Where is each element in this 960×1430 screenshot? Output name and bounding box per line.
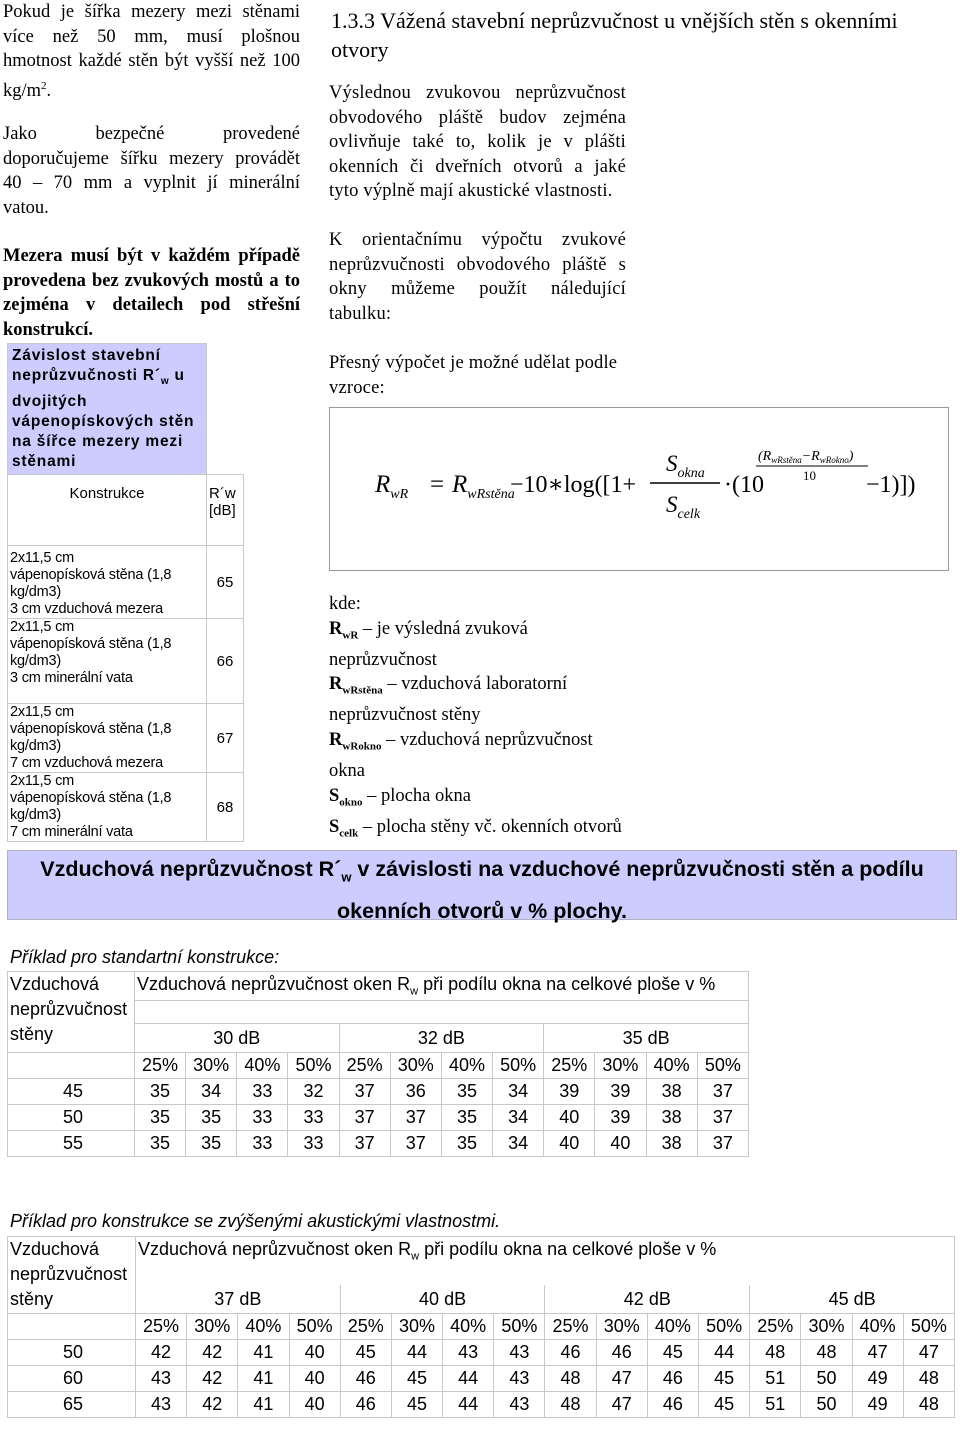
percent-header: 50% [699,1314,750,1340]
table-cell: 35 [441,1105,492,1131]
group-header: 37 dB [135,1285,340,1314]
table-cell: 41 [238,1392,289,1418]
table-cell: 44 [699,1340,750,1366]
percent-header: 30% [390,1053,441,1079]
table-cell: 45 [699,1366,750,1392]
row-label-text: Vzduchová neprůzvučnost stěny [10,974,128,1044]
table-cell: 43 [443,1340,494,1366]
table-cell: 40 [595,1131,646,1157]
table-cell: 47 [903,1340,954,1366]
table-cell: 37 [697,1105,748,1131]
table-cell: 35 [134,1105,185,1131]
table-cell: 46 [647,1392,698,1418]
table-cell: 40 [289,1392,340,1418]
percent-header: 40% [647,1314,698,1340]
period: . [46,80,52,101]
table-row [8,1079,749,1105]
caption-cell: Vzduchová neprůzvučnost oken $R_w$ při podílu okna na celkové ploše v % [135,1237,954,1266]
table-cell: 38 [646,1105,697,1131]
table-cell: 46 [596,1340,647,1366]
table-cell: 45 [391,1366,442,1392]
percent-header: 50% [903,1314,954,1340]
empty-cell [207,344,244,475]
table-cell: 38 [646,1079,697,1105]
table-cell: 49 [852,1392,903,1418]
table-cell: 43 [135,1392,186,1418]
percent-header: 30% [391,1314,442,1340]
construction-line: vápenopísková stěna (1,8 [10,636,172,653]
table-cell: 32 [288,1079,339,1105]
construction-line: kg/dm3) [10,807,61,824]
legend-item: $S_{okno}$ – plocha okna [329,785,471,809]
paragraph-estimate: K orientačnímu výpočtu zvukové neprůzvučnosti obvodového pláště s okny můžeme použít náledující tabulku: [329,230,626,324]
table-cell: 43 [494,1366,545,1392]
empty-cell [8,1314,136,1340]
table-row-construction [8,704,207,773]
construction-line: vápenopísková stěna (1,8 [10,721,172,738]
superscript: 2 [41,79,47,92]
table-cell: 45 [340,1340,391,1366]
table-cell: 48 [801,1340,852,1366]
legend-item: $R_{wR}$ – je výsledná zvuková neprůzvučnost [329,618,528,670]
percent-header: 50% [493,1053,544,1079]
table-cell: 35 [134,1131,185,1157]
formula-rstena: $R_{wRstěna}$ [452,471,515,502]
column-header-rw: R´w [dB] [207,475,244,546]
table-cell: 46 [340,1392,391,1418]
table-cell: 40 [289,1366,340,1392]
table-cell: 48 [545,1366,596,1392]
wall-value: 50 [8,1340,136,1366]
table-cell: 47 [596,1392,647,1418]
legend-item: $R_{wRokno}$ – vzduchová neprůzvučnost okna [329,729,593,782]
table-cell: 37 [339,1079,390,1105]
percent-header: 25% [134,1053,185,1079]
construction-line: 2x11,5 cm [10,773,75,790]
construction-line: kg/dm3) [10,738,61,755]
table-row-construction [8,773,207,842]
formula-lhs: $R_{wR}$ [375,471,409,502]
row-label-text: Vzduchová neprůzvučnost stěny [10,1239,128,1309]
formula-log: −10∗log([1+ [510,472,637,498]
table-cell: 45 [647,1340,698,1366]
table-cell: 39 [544,1079,595,1105]
percent-header: 30% [596,1314,647,1340]
table-cell: 51 [750,1366,801,1392]
table-cell: 41 [238,1366,289,1392]
table-cell: 37 [697,1079,748,1105]
wall-value: 45 [8,1079,135,1105]
group-header: 30 dB [134,1024,339,1053]
group-header: 45 dB [750,1285,955,1314]
legend-item: $R_{wRstěna}$ – vzduchová laboratorní neprůzvučnost stěny [329,674,568,726]
spacer-cell [134,1001,748,1024]
table-cell: 33 [237,1105,288,1131]
table-cell: 33 [288,1105,339,1131]
table-cell: 37 [339,1131,390,1157]
formula-equals: = [430,471,445,498]
wall-value: 65 [8,1392,136,1418]
table1-title: Příklad pro standartní konstrukce: [10,947,280,967]
paragraph-text: Pokud je šířka mezery mezi stěnami více než 50 mm, musí plošnou hmotnost každé stěn být vyšší než 100 kg/m [3,2,300,101]
table-cell: 37 [390,1105,441,1131]
table-cell: 34 [493,1079,544,1105]
table-cell: 43 [494,1392,545,1418]
construction-line: 3 cm minerální vata [10,670,133,687]
table-cell: 39 [595,1079,646,1105]
table-cell: 41 [238,1340,289,1366]
table-cell: 34 [493,1105,544,1131]
table-row-value: 66 [207,619,244,704]
formula-s-celk: $S_{celk}$ [666,492,701,522]
paragraph-facade: Výslednou zvukovou neprůzvučnost obvodového pláště budov zejména ovlivňuje také to, kolik je v plášti okenních či dveřních otvorů a jaké tyto výplně mají akustické vlastnosti. [329,83,626,201]
table-cell: 49 [852,1366,903,1392]
table-cell: 50 [801,1366,852,1392]
percent-header: 30% [595,1053,646,1079]
table-cell: 42 [187,1366,238,1392]
table-cell: 46 [340,1366,391,1392]
table-cell: 35 [441,1079,492,1105]
banner-line-1: Vzduchová neprůzvučnost $R´_w$ v závislosti na vzduchové neprůzvučnosti stěn a podílu [40,857,924,885]
construction-line: 2x11,5 cm [10,550,75,567]
table-title-rest: u dvojitých vápenopískových stěn na šířce mezery mezi stěnami [12,367,195,471]
construction-line: vápenopísková stěna (1,8 [10,790,172,807]
table-cell: 42 [187,1340,238,1366]
table-cell: 42 [187,1392,238,1418]
row-label-header [8,972,135,1053]
formula-exponent-bottom: 10 [803,468,816,483]
table-cell: 35 [186,1131,237,1157]
table-cell: 37 [339,1105,390,1131]
formula-svg [330,408,948,570]
percent-header: 25% [135,1314,186,1340]
table-row-value: 65 [207,546,244,619]
wall-value: 55 [8,1131,135,1157]
section-title: 1.3.3 Vážená stavební neprůzvučnost u vnějších stěn s okenními otvory [331,8,898,62]
paragraph-wall-gap-mass [3,0,300,103]
formula-box [329,407,949,571]
formula-exponent-top: $(R_{wRstěna}-R_{wRokno})$ [758,449,854,465]
spacer-cell [135,1265,954,1285]
table-cell: 34 [186,1079,237,1105]
table-cell: 44 [391,1340,442,1366]
percent-header: 50% [494,1314,545,1340]
table-cell: 36 [390,1079,441,1105]
table-row [8,1340,955,1366]
table-cell: 33 [237,1131,288,1157]
construction-line: 3 cm vzduchová mezera [10,601,163,618]
percent-header: 40% [443,1314,494,1340]
table-row [8,1105,749,1131]
formula-s-okna: $S_{okna}$ [666,451,705,481]
table-cell: 40 [544,1105,595,1131]
paragraph-exact: Přesný výpočet je možné udělat podle vzroce: [329,353,618,398]
table-row-value: 68 [207,773,244,842]
table-row-construction [8,546,207,619]
table-row [8,1392,955,1418]
table-cell: 51 [750,1392,801,1418]
table-cell: 46 [647,1366,698,1392]
table-cell: 35 [134,1079,185,1105]
group-header: 32 dB [339,1024,544,1053]
construction-line: vápenopísková stěna (1,8 [10,567,172,584]
table-cell: 48 [903,1366,954,1392]
table-cell: 47 [852,1340,903,1366]
table-row [8,1366,955,1392]
banner-heading [7,850,957,924]
construction-line: 2x11,5 cm [10,704,75,721]
legend-item: $S_{celk}$ – plocha stěny vč. okenních otvorů [329,816,622,840]
formula-tail: −1)]) [866,472,916,498]
percent-header: 40% [646,1053,697,1079]
construction-line: 7 cm vzduchová mezera [10,755,163,772]
group-header: 40 dB [340,1285,545,1314]
table2-title: Příklad pro konstrukce se zvýšenými akustickými vlastnostmi. [10,1211,501,1231]
percent-header: 30% [187,1314,238,1340]
table-cell: 50 [801,1392,852,1418]
percent-header: 25% [544,1053,595,1079]
paragraph-acoustic-bridges: Mezera musí být v každém případě provedena bez zvukových mostů a to zejména v detailech pod střešní konstrukcí. [3,246,300,340]
table-cell: 45 [391,1392,442,1418]
group-header: 35 dB [544,1024,749,1053]
construction-line: kg/dm3) [10,584,61,601]
table2 [7,1236,955,1418]
percent-header: 30% [186,1053,237,1079]
caption-cell: Vzduchová neprůzvučnost oken $R_w$ při podílu okna na celkové ploše v % [134,972,748,1001]
table-cell: 48 [903,1392,954,1418]
percent-header: 40% [237,1053,288,1079]
table-cell: 40 [289,1340,340,1366]
table-cell: 48 [750,1340,801,1366]
formula-legend [329,592,629,846]
group-header: 42 dB [545,1285,750,1314]
table1 [7,971,749,1157]
table-cell: 48 [545,1392,596,1418]
paragraph-recommendation: Jako bezpečné provedené doporučujeme šířku mezery provádět 40 – 70 mm a vyplnit jí minerální vatou. [3,124,300,218]
row-label-header [8,1237,136,1314]
percent-header: 50% [288,1053,339,1079]
table-cell: 33 [237,1079,288,1105]
table-cell: 37 [390,1131,441,1157]
table-cell: 34 [493,1131,544,1157]
percent-header: 50% [289,1314,340,1340]
table-cell: 33 [288,1131,339,1157]
table-cell: 42 [135,1340,186,1366]
percent-header: 40% [441,1053,492,1079]
construction-line: 2x11,5 cm [10,619,75,636]
legend-kde: kde: [329,594,361,614]
percent-header: 30% [801,1314,852,1340]
wall-value: 60 [8,1366,136,1392]
empty-cell [8,1053,135,1079]
percent-header: 25% [340,1314,391,1340]
formula-mult: ·(10 [724,472,764,498]
table-cell: 44 [443,1392,494,1418]
table-cell: 47 [596,1366,647,1392]
construction-line: 7 cm minerální vata [10,824,133,841]
table-cell: 44 [443,1366,494,1392]
table-title-subscript: w [160,376,170,388]
table-cell: 37 [697,1131,748,1157]
table-row-construction [8,619,207,704]
column-header-construction: Konstrukce [8,475,207,546]
wall-gap-table [7,343,244,842]
table-cell: 35 [441,1131,492,1157]
percent-header: 40% [852,1314,903,1340]
percent-header: 25% [750,1314,801,1340]
table-title: Závislost stavební neprůzvučnosti R´ [12,347,161,384]
table-cell: 40 [544,1131,595,1157]
percent-header: 40% [238,1314,289,1340]
wall-value: 50 [8,1105,135,1131]
table-cell: 45 [699,1392,750,1418]
construction-line: kg/dm3) [10,653,61,670]
percent-header: 25% [339,1053,390,1079]
table-row-value: 67 [207,704,244,773]
percent-header: 25% [545,1314,596,1340]
table-cell: 43 [494,1340,545,1366]
percent-header: 50% [697,1053,748,1079]
table-title-cell [8,344,207,475]
table-cell: 35 [186,1105,237,1131]
table-row [8,1131,749,1157]
table-cell: 38 [646,1131,697,1157]
table-cell: 43 [135,1366,186,1392]
table-cell: 39 [595,1105,646,1131]
table-cell: 46 [545,1340,596,1366]
banner-line-2: okenních otvorů v % plochy. [337,899,627,924]
